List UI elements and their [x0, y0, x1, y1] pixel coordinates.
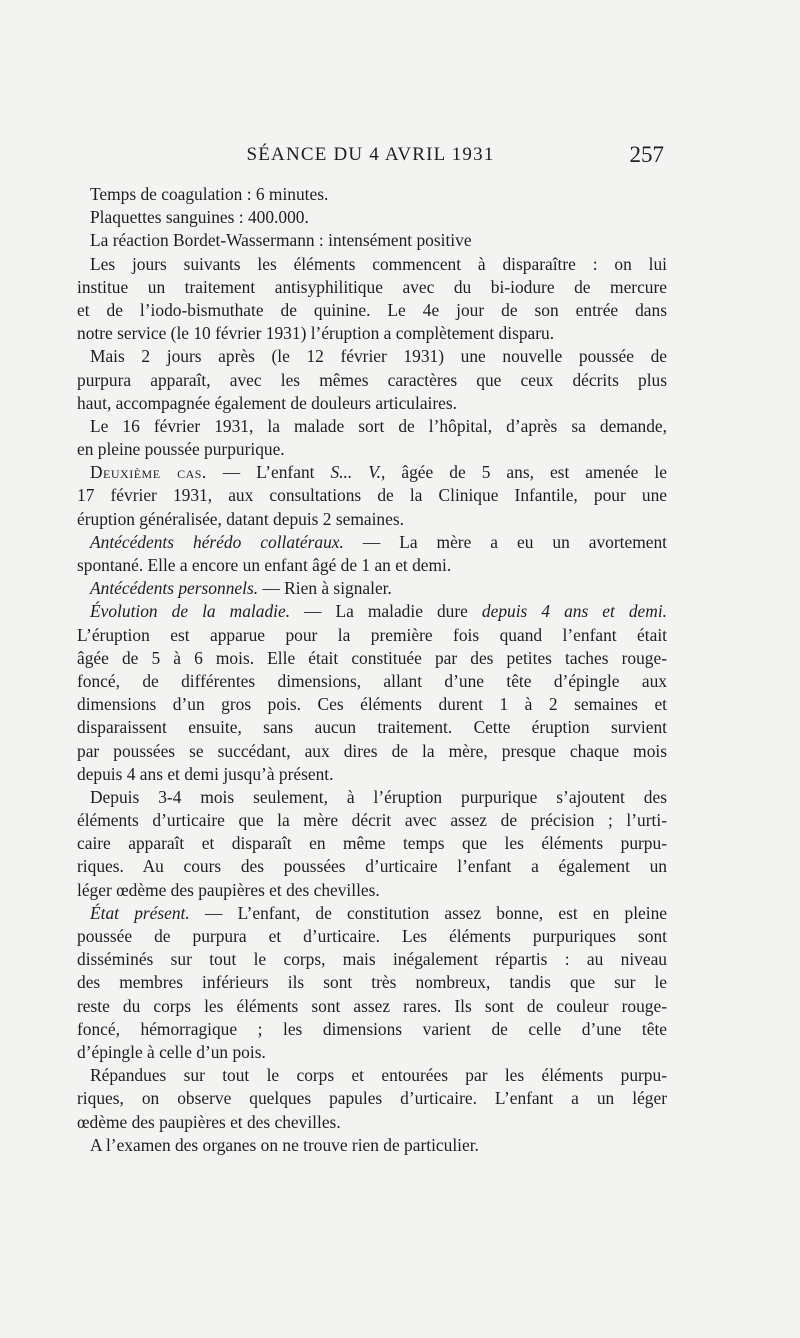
text-line: disséminés sur tout le corps, mais inégalement répartis : au niveau [77, 949, 667, 970]
text-line: et de l’iodo-bismuthate de quinine. Le 4e jour de son entrée dans [77, 299, 667, 320]
text-line: des membres inférieurs ils sont très nombreux, tandis que sur le [77, 972, 667, 993]
text-line: foncé, hémorragique ; les dimensions varient de celle d’une tête [77, 1018, 667, 1039]
disease-evolution-line [77, 600, 667, 623]
present-state-line [77, 902, 667, 925]
page-number: 257 [629, 142, 664, 167]
text-line: Le 16 février 1931, la malade sort de l’hôpital, d’après sa demande, [90, 415, 667, 436]
text-line: reste du corps les éléments sont assez rares. Ils sont de couleur rouge- [77, 995, 667, 1016]
text-line: Depuis 3-4 mois seulement, à l’éruption purpurique s’ajoutent des [90, 786, 667, 807]
text-line: spontané. Elle a encore un enfant âgé de 1 an et demi. [77, 555, 452, 575]
text-line: Temps de coagulation : 6 minutes. [90, 184, 329, 204]
text-line: Les jours suivants les éléments commencent à disparaître : on lui [90, 253, 667, 274]
text-line: depuis 4 ans et demi jusqu’à présent. [77, 763, 334, 784]
text-line: institue un traitement antisyphilitique avec du bi-iodure de mercure [77, 276, 667, 297]
text-line: œdème des paupières et des chevilles. [77, 1111, 341, 1132]
text-line: L’éruption est apparue pour la première fois quand l’enfant était [77, 624, 667, 645]
text-line: haut, accompagnée également de douleurs articulaires. [77, 392, 458, 413]
text-line: Répandues sur tout le corps et entourées par les éléments purpu- [90, 1065, 667, 1086]
patient-initials: S... V. [330, 462, 381, 483]
text-line: dimensions d’un gros pois. Ces éléments durent 1 à 2 semaines et [77, 694, 667, 715]
case-heading-line [77, 461, 667, 484]
text-line: riques. Au cours des poussées d’urticaire l’enfant a également un [77, 856, 667, 877]
hereditary-history-line [77, 531, 667, 554]
disease-evolution-label: Évolution de la maladie. [90, 601, 291, 622]
text-line: en pleine poussée purpurique. [77, 439, 285, 460]
case-intro: — L’enfant [206, 462, 331, 483]
text-line: La réaction Bordet-Wassermann : intensément positive [90, 230, 472, 251]
present-state-text: — L’enfant, de constitution assez bonne, est en pleine [189, 902, 667, 923]
text-line: d’épingle à celle d’un pois. [77, 1041, 266, 1062]
text-line: léger œdème des paupières et des chevilles. [77, 879, 380, 900]
disease-evolution-text: — La maladie dure [290, 601, 482, 622]
personal-history-text: — Rien à signaler. [258, 578, 392, 599]
text-line: Plaquettes sanguines : 400.000. [90, 207, 309, 228]
personal-history-label: Antécédents personnels. [90, 578, 259, 599]
text-line: caire apparaît et disparaît en même temps que les éléments purpu- [77, 833, 667, 854]
text-line: A l’examen des organes on ne trouve rien de particulier. [90, 1134, 479, 1155]
text-line: âgée de 5 à 6 mois. Elle était constituée par des petites taches rouge- [77, 647, 667, 668]
text-line: 17 février 1931, aux consultations de la Clinique Infantile, pour une [77, 485, 667, 506]
text-line: Mais 2 jours après (le 12 février 1931) une nouvelle poussée de [90, 346, 667, 367]
running-header [77, 140, 664, 172]
case-label: Deuxième cas. [90, 462, 207, 483]
text-line: riques, on observe quelques papules d’urticaire. L’enfant a un léger [77, 1088, 667, 1109]
body-text [77, 183, 667, 1157]
text-line: éléments d’urticaire que la mère décrit avec assez de précision ; l’urti- [77, 810, 667, 831]
personal-history-line [77, 577, 667, 600]
text-line: purpura apparaît, avec les mêmes caractères que ceux décrits plus [77, 369, 667, 390]
text-line: éruption généralisée, datant depuis 2 semaines. [77, 508, 404, 529]
text-line: poussée de purpura et d’urticaire. Les éléments purpuriques sont [77, 926, 667, 946]
present-state-label: État présent. [90, 902, 190, 923]
hereditary-history-label: Antécédents hérédo collatéraux. [90, 531, 344, 552]
case-intro-tail: , âgée de 5 ans, est amenée le [381, 462, 667, 483]
text-line: foncé, de différentes dimensions, allant d’une tête d’épingle aux [77, 670, 667, 691]
hereditary-history-text: — La mère a eu un avortement [343, 531, 667, 552]
text-line: par poussées se succédant, aux dires de la mère, presque chaque mois [77, 740, 667, 761]
running-title: SÉANCE DU 4 AVRIL 1931 [246, 144, 495, 165]
text-line: disparaissent ensuite, sans aucun traitement. Cette éruption survient [77, 717, 667, 738]
text-line: notre service (le 10 février 1931) l’éruption a complètement disparu. [77, 323, 555, 344]
disease-evolution-duration: depuis 4 ans et demi. [481, 601, 667, 622]
